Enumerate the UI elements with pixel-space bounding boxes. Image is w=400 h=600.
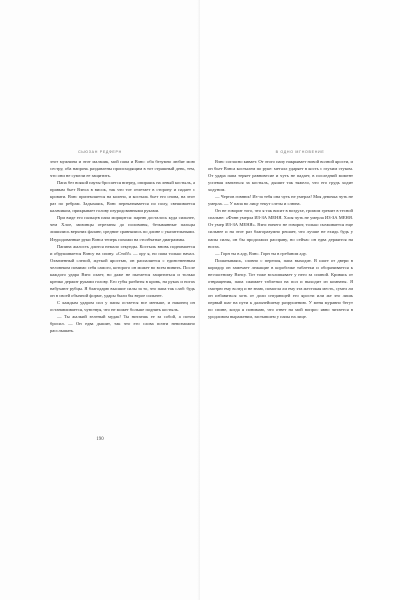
paragraph: С каждым ударом сил у папы остается все меньше, и наконец он останавливается, чувствуя, что не может больше поднять костыль. [50,299,195,312]
left-text-block [50,158,195,334]
paragraph: Вэнс согласно кивает. От этого папу накрывает новой волной ярости, и он бьет Вэнса костылем по руке: металл ударяет в кость с глухим стуком. От удара папа теряет равновесие и чуть не падает, в последний момент успевая хвататься за костыль, дышит так тяжело, что его грудь ходит ходуном. [208,159,353,193]
paragraph: этот мужчина и этот мальчик, мой папа и Вэнс: оба безумно любят мою сестру, оба напрочь раздавлены происходящим в тот страшный день, тем, что они не сумели ее защитить. [50,159,195,179]
paragraph: — Чертов говнюк! Из-за тебя она чуть не умерла! Моя девочка чуть не умерла. — У папа во лицу текут слезы и слюна. [208,194,353,207]
right-text-block [208,158,353,320]
paragraph: Папа без всякой паузы бросается вперед, опираясь на левый костыль, а правым бьет Вэнса в висок, так что тот отлетает в сторону и падает с кровати. Вэнс приземляется на колено, и костыль бьет его снова, на этот раз по ребрам. Задыхаясь, Вэнс перекатывается по полу, свешивается калачиком, прикрывает голову изуродованными руками. [50,180,195,214]
paragraph: Папина жалость длится немало секунды. Костыль вновь поднимается и обрушивается Вэнсу на спину. «Стой!» — ору я, но папа только начал. Охваченный слепой, жуткой яростью, он распаляется с единственным человеком помимо себя самого, которого он может во всем винить. После каждого удара Вэнс охает, но даже не пытается защититься и только крепко держит руками голову. Его губы разбиты в кровь, на руках и ногах набухают рубцы. Я благодарю высшие силы за то, что папа так слаб: будь он в своей обычной форме, удары были бы втрое сильнее. [50,243,195,298]
running-head-author: СЬЮЗАН РЕДФЕРН [78,150,122,154]
paragraph: — Ты жалкий зеленый мудак! Ты нитаешь ее за собой, а потом бросил. — Он едва дышит, так что его слова почти невозможно расслышать. [50,314,195,334]
page-number: 190 [96,437,104,442]
paragraph: При виде его пальцев папа морщится: парню досталось куда сильнее, чем Хлое, мизинцы отрезаны до половины, безымянные пальцы лишились верхних фаланг, средние сравнялись по длине с указательными. Изуродованные руки Вэнса теперь похожи на столбчатые диаграммы. [50,215,195,242]
right-page [200,0,400,600]
paragraph: Пошатываясь, словно с перепоя, папа выходит. В шаге от двери в коридор он замечает лежащие в коробочке таблетки и оборачивается к несчастному Вэнсу. Тот тоже всхлипывает у него за спиной. Кривясь от отвращения, папа сжимает таблетки на пол и выходит из комнаты. Я смотрю ему вслед и не знаю, помогла ли ему эта жестокая месть, сумел ли он избавиться хоть от доли снедающей его ярости или же это лишь первый шаг на пути к дальнейшему разрушению. У меня муравно бегут по спине, когда я понимаю, что ответ на мой вопрос явно читается в уродливом выражении, застывшем у папы на лице. [208,257,353,320]
paragraph: Он не говорит того, что я так висит в воздухе, громом гремит в тесной спальне: «Фэнн умерла ИЗ-ЗА МЕНЯ. Хлоя чуть не умерла ИЗ-ЗА МЕНЯ. От умер ИЗ-ЗА МЕНЯ». Вэнс ничего не говорит, только съеживается еще сильнее и на этот раз благоразумно решает, что лучше не ехидь будь у папы силы, он бы продолжил расправу, но сейчас он едва держится на ногах. [208,208,353,249]
paragraph: — Горн ты в аду, Вэнс. Горн ты в гребаном аду. [215,250,307,256]
running-head-title: В ОДНО МГНОВЕНИЕ [275,150,325,154]
